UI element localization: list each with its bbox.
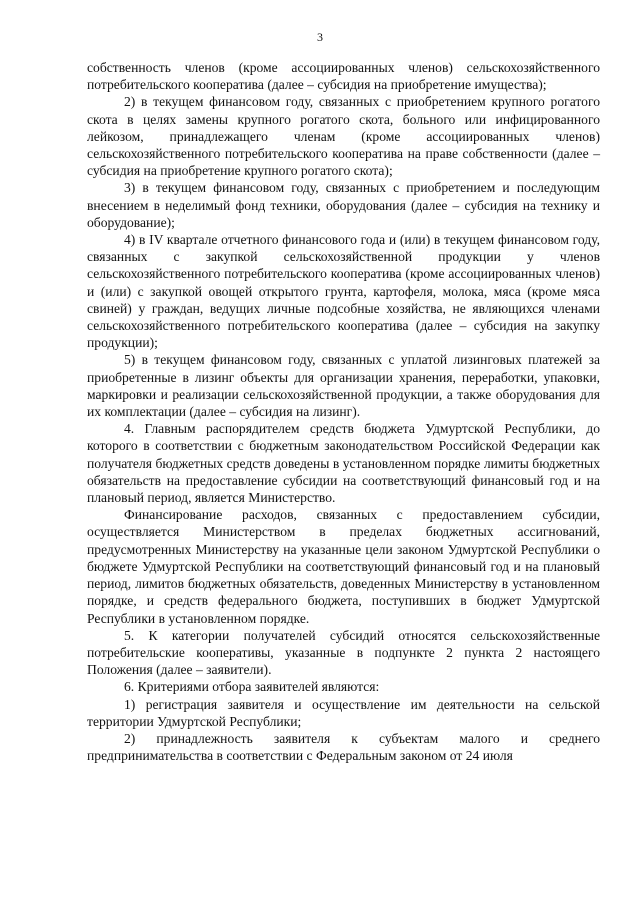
paragraph-subsidy-procurement: 4) в IV квартале отчетного финансового года и (или) в текущем финансовом году, связанных с закупкой сельскохозяйственной продукции у членов сельскохозяйственного потребительского кооператива (кроме ассоциированных членов) и (или) с закупкой овощей открытого грунта, картофеля, молока, мяса (кроме мяса свиней) у граждан, ведущих личные подсобные хозяйства, не являющихся членами сельскохозяйственного потребительского кооператива (далее – субсидия на закупку продукции); [87,232,600,351]
page-number: 3 [317,30,323,44]
paragraph-subsidy-leasing: 5) в текущем финансовом году, связанных с уплатой лизинговых платежей за приобретенные в лизинг объекты для организации хранения, переработки, упаковки, маркировки и реализации сельскохозяйственной продукции, а также оборудования для их комплектации (далее – субсидия на лизинг). [87,352,600,420]
paragraph-criterion-1: 1) регистрация заявителя и осуществление им деятельности на сельской территории Удмуртской Республики; [87,696,600,729]
document-body [87,59,600,764]
paragraph-criterion-2: 2) принадлежность заявителя к субъектам малого и среднего предпринимательства в соответствии с Федеральным законом от 24 июля [87,730,600,764]
paragraph-financing: Финансирование расходов, связанных с предоставлением субсидии, осуществляется Министерством в пределах бюджетных ассигнований, предусмотренных Министерству на указанные цели законом Удмуртской Республики о бюджете Удмуртской Республики на соответствующий финансовый год и на плановый период, лимитов бюджетных обязательств, доведенных Министерству в установленном порядке, и средств федерального бюджета, поступивших в бюджет Удмуртской Республики в установленном порядке. [87,507,600,626]
paragraph-clause-6: 6. Критериями отбора заявителей являются: [124,679,380,695]
paragraph-subsidy-cattle: 2) в текущем финансовом году, связанных с приобретением крупного рогатого скота в целях замены крупного рогатого скота, больного или инфицированного лейкозом, принадлежащего членам (кроме ассоциированных членов) сельскохозяйственного потребительского кооператива на праве собственности (далее – субсидия на приобретение крупного рогатого скота); [87,94,600,179]
paragraph-subsidy-equipment: 3) в текущем финансовом году, связанных с приобретением и последующим внесением в неделимый фонд техники, оборудования (далее – субсидия на технику и оборудование); [87,180,600,230]
paragraph-clause-5: 5. К категории получателей субсидий относятся сельскохозяйственные потребительские кооперативы, указанные в подпункте 2 пункта 2 настоящего Положения (далее – заявители). [87,627,600,678]
paragraph-continuation: собственность членов (кроме ассоциированных членов) сельскохозяйственного потребительского кооператива (далее – субсидия на приобретение имущества); [87,60,600,93]
paragraph-clause-4: 4. Главным распорядителем средств бюджета Удмуртской Республики, до которого в соответствии с бюджетным законодательством Российской Федерации как получателя бюджетных средств доведены в установленном порядке лимиты бюджетных обязательств на предоставление субсидии на соответствующий финансовый год и на плановый период, является Министерство. [87,421,600,506]
